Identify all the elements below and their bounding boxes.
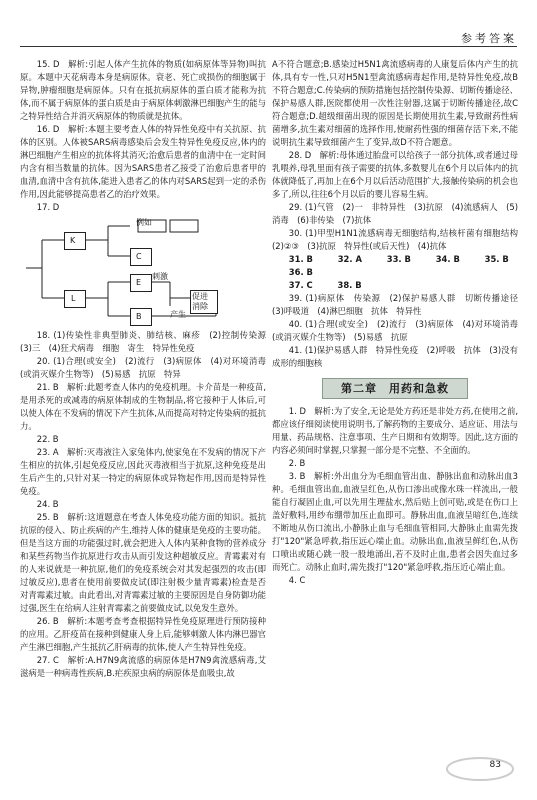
answer-34: 34. B	[435, 254, 460, 264]
ch2-answer-4: 4. C	[288, 575, 306, 585]
node-c: C	[136, 252, 142, 261]
answer-26: 26. B 解析:本题考查考查根据特异性免疫原理进行预防接种的应用。乙肝疫苗在接种到健康人身上后,能够刺激人体内淋巴器官产生淋巴细胞,产生抵抗乙肝病毒的抗体,使人产生特异性免疫。	[20, 616, 266, 652]
watermark-logo-icon	[445, 756, 515, 782]
answer-33: 33. B	[386, 254, 411, 264]
answer-41: 41. (1)保护易感人群 特异性免疫 (2)呼吸 抗体 (3)没有成形的细胞核	[272, 345, 518, 368]
answer-25: 25. B 解析:这道题意在考查人体免疫功能方面的知识。抵抗抗原的侵入、防止疾病的产生,维持人体的健康是免疫的主要功能。但是当这方面的功能强过时,就会把进入人体内某种食物的营养成分和某些药物当作抗原进行攻击从而引发这种超敏反应。青霉素对有的人来说就是一种抗原,他们的免疫系统会对其发起强烈的攻击(即过敏反应),患者在使用前要做皮试(即注射极少量青霉素)检查是否对青霉素过敏。由此看出,对青霉素过敏的主要原因是自身防御功能过强,医生在给病人注射青霉素之前要做皮试,以免发生意外。	[20, 512, 266, 613]
answer-15: 15. D 解析:引起人体产生抗体的物质(如病原体等异物)叫抗原。本题中天花病毒本身是病原体。衰老、死亡或损伤的细胞属于异物,肿瘤细胞是病原体。只有在抵抗病原体的蛋白质才能称为抗体,而不属于病原体的蛋白质是由于病原体刺激淋巴细胞产生的能与之特异性结合并消灭病原体的物质就是抗体。	[20, 59, 266, 121]
ch2-answer-3: 3. B 解析:外出血分为毛细血管出血、静脉出血和动脉出血3种。毛细血管出血,血液呈红色,从伤口渗出或像水珠一样流出,一般能自行凝固止血,可以先用生理盐水,然后贴上创可贴,或是在伤口上盖好敷料,用纱布绷带加压止血即可。静脉出血,血液呈暗红色,连续不断地从伤口流出,小静脉止血与毛细血管相同,大静脉止血需先拨打"120"紧急呼救,指压远心端止血。动脉出血,血液呈鲜红色,从伤口喷出或随心跳一股一股地涌出,若不及时止血,患者会因失血过多而死亡。动脉止血时,需先拨打"120"紧急呼救,指压近心端止血。	[272, 471, 518, 572]
answer-28: 28. D 解析:母体通过胎盘可以给孩子一部分抗体,或者通过母乳喂养,母乳里面有孩子需要的抗体,多数婴儿在6个月以后体内的抗体就降低了,再加上在6个月以后活动范围扩大,接触传染病的机会也多了,所以,往往6个月以后的婴儿容易生病。	[272, 150, 518, 199]
left-column	[20, 58, 275, 680]
produce-label: 产生	[170, 310, 186, 319]
example-label-1: 例如	[136, 218, 152, 227]
page-number: 83	[489, 760, 501, 770]
page-header	[0, 0, 537, 58]
eliminate-label: 消除	[192, 302, 208, 311]
ch2-answer-2: 2. B	[288, 458, 306, 468]
answer-23: 23. A 解析:灭毒液注入家兔体内,使家兔在不发病的情况下产生相应的抗体,引起免疫反应,因此灭毒液相当于抗原,这种免疫是出生后产生的,只针对某一特定的病原体或异物起作用,因而是特异性免疫。	[20, 447, 266, 496]
node-b: B	[136, 312, 142, 321]
chapter-heading	[272, 378, 518, 399]
short-answers-37-38	[272, 279, 518, 292]
answer-36: 36. B	[288, 267, 313, 277]
node-e: E	[136, 278, 142, 287]
answer-20: 20. (1)合理(或安全) (2)流行 (3)病原体 (4)对环境消毒(或消灭媒介生物等) (5)易感 抗原 特异	[20, 356, 266, 379]
promote-label: 促进	[192, 292, 208, 301]
answer-27-cont: A不符合题意;B.感染过H5N1禽流感病毒的人康复后体内产生的抗体,具有专一性,只对H5N1型禽流感病毒起作用,是特异性免疫,故B不符合题意;C.传染病的预防措施包括控制传染源、切断传播途径、保护易感人群,医院都使用一次性注射器,这属于切断传播途径,故C符合题意;D.超级细菌出现的原因是长期使用抗生素,导致耐药性病菌增多,抗生素对细菌的选择作用,使耐药性强的细菌存活下来,不能说明抗生素导致细菌产生了变异,故D不符合题意。	[272, 59, 518, 147]
node-k: K	[70, 236, 76, 245]
answer-24: 24. B	[36, 499, 59, 509]
answer-35: 35. B	[484, 254, 509, 264]
answer-39: 39. (1)病原体 传染源 (2)保护易感人群 切断传播途径 (3)呼吸道 (4)淋巴细胞 抗体 特异性	[272, 293, 527, 316]
ch2-answer-1: 1. D 解析:为了安全,无论是处方药还是非处方药,在使用之前,都应该仔细阅读使用说明书,了解药物的主要成分、适应证、用法与用量、药品规格、注意事项、生产日期和有效期等。因此,这方面的内容必须间时掌握,只掌握一部分是不完整、不全面的。	[272, 406, 518, 455]
answer-16: 16. D 解析:本题主要考查人体的特异性免疫中有关抗原、抗体的区别。人体被SARS病毒感染后会发生特异性免疫反应,体内的淋巴细胞产生相应的抗体将其消灭;治愈后患者的血清中在一定时间内含有相当数量的抗体。因为SARS患者乙接受了治愈后患者甲的血清,血清中含有抗体,能进入患者乙的体内对SARS起到一定的杀伤作用,因此能够提高患者乙的治疗效果。	[20, 124, 266, 199]
stimulate-label: 刺激	[152, 272, 168, 281]
header-label: 参考答案	[461, 32, 517, 45]
answer-37: 37. C	[288, 280, 313, 290]
answer-21: 21. B 解析:此题考查人体内的免疫机理。卡介苗是一种疫苗,是用杀死的或减毒的病原体制成的生物制品,将它接种于人体后,可以使人体在不发病的情况下产生抗体,从而提高对特定传染病的抵抗力。	[20, 382, 266, 431]
answer-40: 40. (1)合理(或安全) (2)流行 (3)病原体 (4)对环境消毒(或消灭媒介生物等) (5)易感 抗原	[272, 319, 518, 342]
answer-22: 22. B	[36, 434, 59, 444]
answer-31: 31. B	[288, 254, 313, 264]
concept-diagram	[20, 216, 266, 326]
answer-38: 38. B	[337, 280, 362, 290]
answer-29: 29. (1)气管 (2)一 非特异性 (3)抗原 (4)流感病人 (5)消毒 (6)非传染 (7)抗体	[272, 202, 518, 225]
header-rule	[20, 46, 517, 47]
answer-17: 17. D	[36, 202, 60, 212]
chapter-title: 第二章 用药和急救	[322, 378, 468, 399]
answer-27: 27. C 解析:A.H7N9禽流感的病原体是H7N9禽流感病毒,艾滋病是一种病毒性疾病,B.疟疾原虫病的病原体是血吸虫,故	[20, 655, 266, 678]
answer-32: 32. A	[337, 254, 362, 264]
node-l: L	[71, 294, 76, 303]
answer-18: 18. (1)传染性非典型肺炎、肺结核、麻疹 (2)控制传染源 (3)三 (4)狂犬病毒 细胞 寄生 特异性免疫	[20, 330, 275, 353]
right-column	[272, 58, 527, 587]
short-answers-31-36	[272, 253, 518, 279]
answer-30: 30. (1)甲型H1N1流感病毒无细胞结构,结核杆菌有细胞结构 (2)②③ (3)抗原 特异性(或后天性) (4)抗体	[272, 228, 527, 251]
